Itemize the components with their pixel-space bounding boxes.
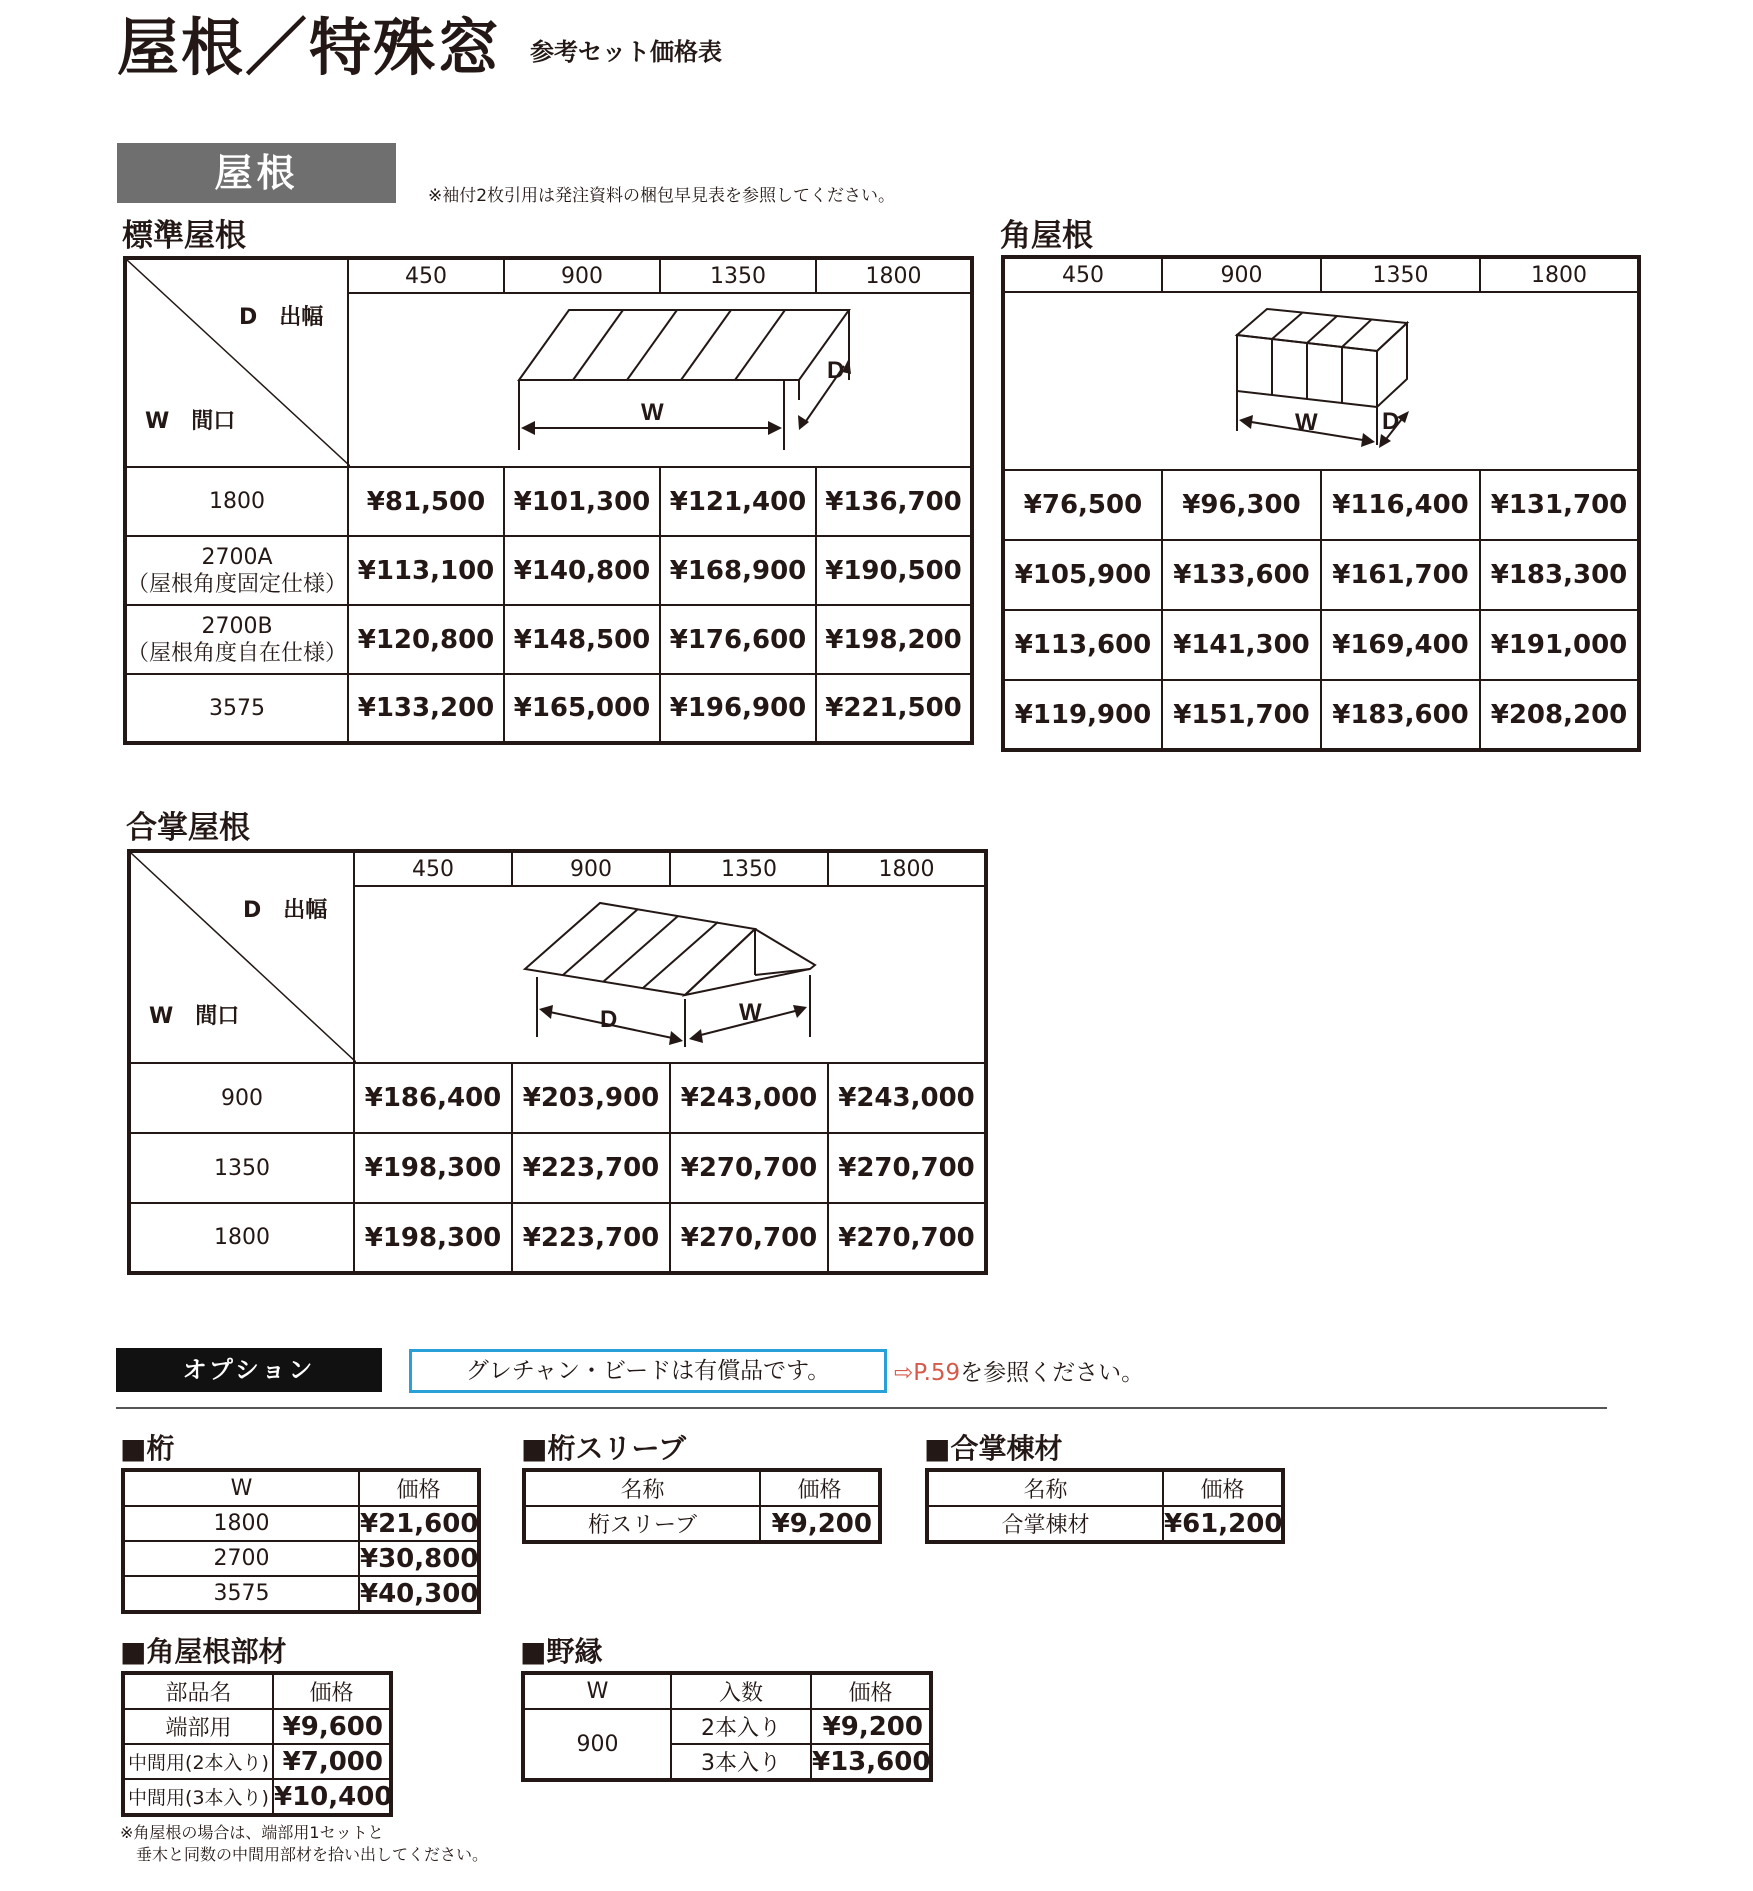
- row-label: 2700B （屋根角度自在仕様）: [125, 605, 348, 674]
- price-cell: ¥161,700: [1321, 540, 1480, 610]
- col-header: 450: [354, 851, 512, 886]
- price-cell: ¥176,600: [660, 605, 816, 674]
- col-header: 価格: [273, 1673, 391, 1709]
- w-label: W 間口: [145, 409, 236, 434]
- square-roof-illustration: [1005, 293, 1641, 469]
- square-roof-heading: 角屋根: [1000, 218, 1093, 254]
- col-header: 1350: [1321, 257, 1480, 292]
- row-label: 3575: [125, 674, 348, 743]
- price-cell: ¥190,500: [816, 536, 972, 605]
- col-header: 1800: [828, 851, 986, 886]
- price-cell: ¥165,000: [504, 674, 660, 743]
- standard-roof-figure: [348, 293, 972, 467]
- page-subtitle: 参考セット価格表: [530, 38, 722, 66]
- gassho-roof-table: [127, 849, 988, 1275]
- col-header: W: [523, 1673, 671, 1709]
- diagonal-line: [127, 260, 350, 466]
- price-cell: ¥133,200: [348, 674, 504, 743]
- price-cell: ¥136,700: [816, 467, 972, 536]
- w-cell: 900: [523, 1709, 671, 1780]
- price-cell: ¥168,900: [660, 536, 816, 605]
- price-cell: ¥133,600: [1162, 540, 1321, 610]
- row-label: 1800: [125, 467, 348, 536]
- arrow-icon: ⇨: [894, 1360, 914, 1386]
- w-cell: 1800: [123, 1506, 359, 1541]
- col-header: 入数: [671, 1673, 811, 1709]
- option-reference[interactable]: [894, 1354, 1144, 1387]
- keta-sleeve-heading: ■桁スリーブ: [521, 1432, 687, 1465]
- price-cell: ¥183,300: [1480, 540, 1639, 610]
- price-cell: ¥270,700: [670, 1203, 828, 1273]
- price-cell: ¥198,300: [354, 1133, 512, 1203]
- price-cell: ¥113,100: [348, 536, 504, 605]
- price-cell: ¥196,900: [660, 674, 816, 743]
- diagonal-line: [131, 853, 356, 1062]
- price-cell: ¥198,200: [816, 605, 972, 674]
- col-header: 450: [348, 258, 504, 293]
- price-cell: ¥131,700: [1480, 470, 1639, 540]
- price-cell: ¥243,000: [828, 1063, 986, 1133]
- fig-d-label: D: [600, 1006, 618, 1033]
- price-cell: ¥9,200: [811, 1709, 931, 1744]
- price-cell: ¥30,800: [359, 1541, 479, 1576]
- fig-w-label: W: [1295, 409, 1318, 436]
- price-cell: ¥113,600: [1003, 610, 1162, 680]
- gassho-ridge-table: [925, 1468, 1285, 1544]
- option-notice: グレチャン・ビードは有償品です。: [409, 1349, 887, 1393]
- fig-d-label: D: [1382, 408, 1400, 435]
- price-cell: ¥121,400: [660, 467, 816, 536]
- standard-roof-table: [123, 256, 974, 745]
- price-cell: ¥243,000: [670, 1063, 828, 1133]
- nobuchi-heading: ■野縁: [520, 1635, 603, 1668]
- price-cell: ¥148,500: [504, 605, 660, 674]
- price-cell: ¥270,700: [670, 1133, 828, 1203]
- col-header: 1350: [670, 851, 828, 886]
- col-header: 価格: [359, 1470, 479, 1506]
- count-cell: 3本入り: [671, 1744, 811, 1780]
- gassho-roof-heading: 合掌屋根: [126, 810, 250, 846]
- fig-w-label: W: [641, 399, 664, 426]
- price-cell: ¥270,700: [828, 1203, 986, 1273]
- price-cell: ¥120,800: [348, 605, 504, 674]
- part-cell: 中間用(2本入り): [123, 1744, 273, 1779]
- divider: [116, 1407, 1607, 1409]
- price-cell: ¥105,900: [1003, 540, 1162, 610]
- d-label: D 出幅: [243, 898, 328, 923]
- price-cell: ¥203,900: [512, 1063, 670, 1133]
- price-cell: ¥151,700: [1162, 680, 1321, 750]
- price-cell: ¥119,900: [1003, 680, 1162, 750]
- w-cell: 2700: [123, 1541, 359, 1576]
- price-cell: ¥7,000: [273, 1744, 391, 1779]
- fig-d-label: D: [827, 357, 845, 384]
- footnote: [120, 1822, 488, 1866]
- price-cell: ¥198,300: [354, 1203, 512, 1273]
- price-cell: ¥270,700: [828, 1133, 986, 1203]
- price-cell: ¥81,500: [348, 467, 504, 536]
- square-parts-heading: ■角屋根部材: [120, 1635, 287, 1668]
- row-label: 1350: [129, 1133, 354, 1203]
- row-label: 900: [129, 1063, 354, 1133]
- price-cell: ¥223,700: [512, 1203, 670, 1273]
- col-header: 価格: [760, 1470, 880, 1506]
- section-label: 屋根: [117, 143, 396, 203]
- col-header: 900: [1162, 257, 1321, 292]
- price-cell: ¥13,600: [811, 1744, 931, 1780]
- w-label: W 間口: [149, 1004, 240, 1029]
- option-tag: オプション: [116, 1348, 382, 1392]
- price-cell: ¥116,400: [1321, 470, 1480, 540]
- price-cell: ¥208,200: [1480, 680, 1639, 750]
- price-cell: ¥223,700: [512, 1133, 670, 1203]
- w-cell: 3575: [123, 1576, 359, 1612]
- count-cell: 2本入り: [671, 1709, 811, 1744]
- col-header: 1350: [660, 258, 816, 293]
- price-cell: ¥10,400: [273, 1779, 391, 1815]
- name-cell: 合掌棟材: [927, 1506, 1163, 1542]
- price-cell: ¥40,300: [359, 1576, 479, 1612]
- col-header: 部品名: [123, 1673, 273, 1709]
- price-cell: ¥96,300: [1162, 470, 1321, 540]
- part-cell: 中間用(3本入り): [123, 1779, 273, 1815]
- col-header: 名称: [927, 1470, 1163, 1506]
- row-label: 2700A （屋根角度固定仕様）: [125, 536, 348, 605]
- gassho-diagonal-header: [129, 851, 354, 1063]
- footnote-line: ※角屋根の場合は、端部用1セットと: [120, 1823, 384, 1842]
- page-title: 屋根／特殊窓: [117, 11, 502, 84]
- price-cell: ¥221,500: [816, 674, 972, 743]
- col-header: 価格: [811, 1673, 931, 1709]
- price-cell: ¥61,200: [1163, 1506, 1283, 1542]
- top-note: ※袖付2枚引用は発注資料の梱包早見表を参照してください。: [428, 186, 896, 206]
- footnote-line: 垂木と同数の中間用部材を拾い出してください。: [120, 1845, 489, 1864]
- price-cell: ¥140,800: [504, 536, 660, 605]
- price-cell: ¥191,000: [1480, 610, 1639, 680]
- keta-heading: ■桁: [120, 1432, 175, 1465]
- nobuchi-table: [521, 1671, 933, 1782]
- col-header: 名称: [524, 1470, 760, 1506]
- d-label: D 出幅: [239, 305, 324, 330]
- gassho-ridge-heading: ■合掌棟材: [924, 1432, 1063, 1465]
- price-cell: ¥141,300: [1162, 610, 1321, 680]
- fig-w-label: W: [739, 999, 762, 1026]
- col-header: 価格: [1163, 1470, 1283, 1506]
- standard-roof-heading: 標準屋根: [122, 218, 246, 254]
- price-cell: ¥101,300: [504, 467, 660, 536]
- square-parts-table: [121, 1671, 393, 1817]
- col-header: W: [123, 1470, 359, 1506]
- gassho-roof-figure: [354, 886, 986, 1063]
- page-link[interactable]: P.59: [913, 1360, 961, 1386]
- price-cell: ¥21,600: [359, 1506, 479, 1541]
- col-header: 900: [512, 851, 670, 886]
- price-cell: ¥183,600: [1321, 680, 1480, 750]
- keta-table: [121, 1468, 481, 1614]
- gassho-roof-illustration: [355, 887, 985, 1062]
- price-cell: ¥9,600: [273, 1709, 391, 1744]
- price-cell: ¥9,200: [760, 1506, 880, 1542]
- price-cell: ¥76,500: [1003, 470, 1162, 540]
- price-cell: ¥169,400: [1321, 610, 1480, 680]
- ref-text: を参照ください。: [960, 1360, 1145, 1386]
- keta-sleeve-table: [522, 1468, 882, 1544]
- standard-diagonal-header: [125, 258, 348, 467]
- col-header: 1800: [1480, 257, 1639, 292]
- part-cell: 端部用: [123, 1709, 273, 1744]
- row-label: 1800: [129, 1203, 354, 1273]
- col-header: 450: [1003, 257, 1162, 292]
- square-roof-table: [1001, 255, 1641, 752]
- square-roof-figure: [1003, 292, 1639, 470]
- col-header: 900: [504, 258, 660, 293]
- price-cell: ¥186,400: [354, 1063, 512, 1133]
- col-header: 1800: [816, 258, 972, 293]
- name-cell: 桁スリーブ: [524, 1506, 760, 1542]
- standard-roof-illustration: [349, 294, 969, 466]
